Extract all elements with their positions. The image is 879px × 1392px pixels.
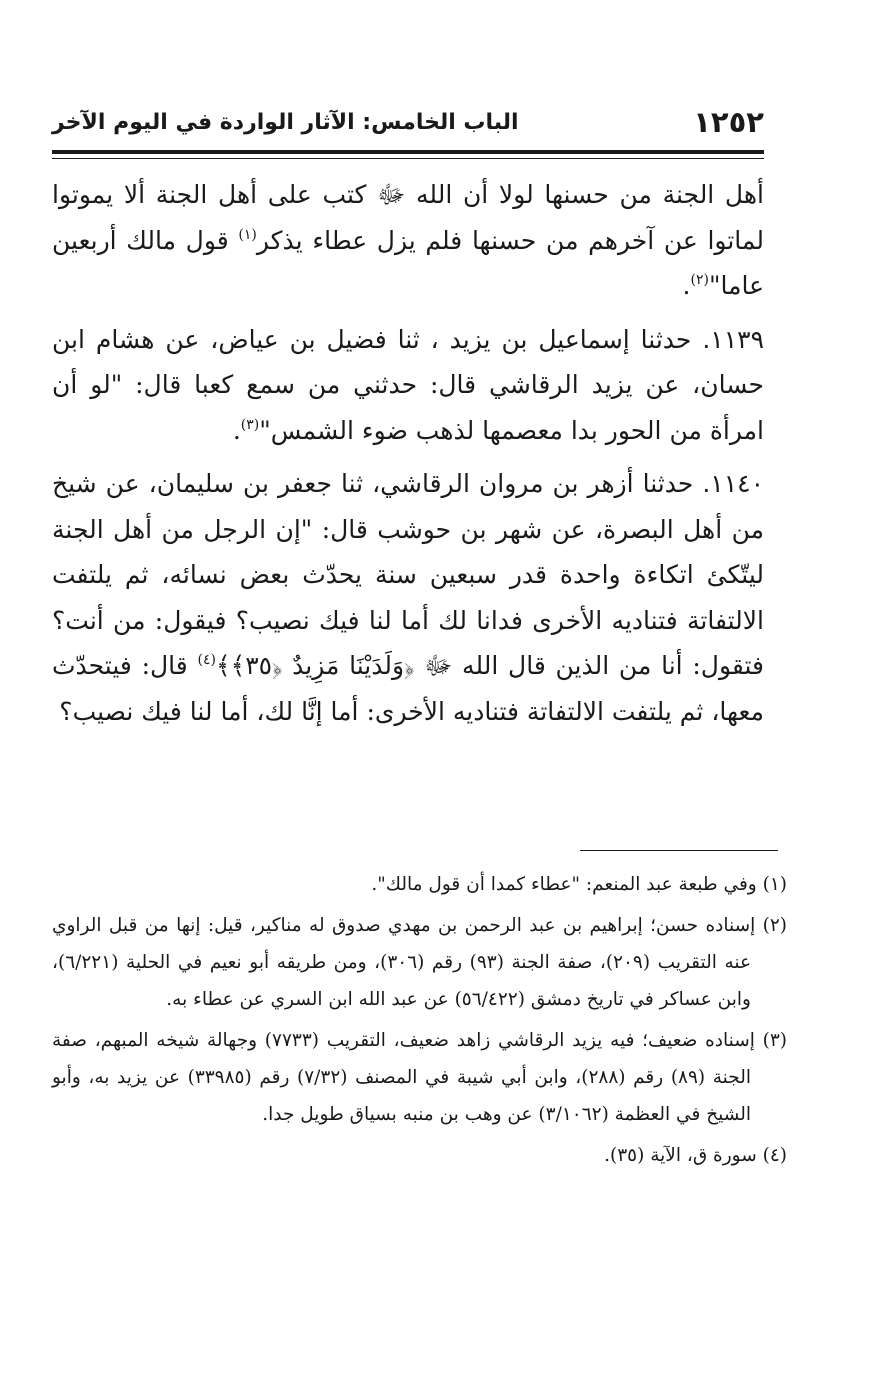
narration-1140 [52, 461, 764, 734]
paragraph-text: قال: فيتحدّث معها، ثم يلتفت الالتفاتة فتناديه الأخرى: أما إنَّا لك، أما لنا فيك نصيب؟ [52, 651, 764, 726]
main-text [52, 172, 764, 742]
page-header [52, 100, 764, 144]
footnote-1: (١) وفي طبعة عبد المنعم: "عطاء كمدا أن قول مالك". [371, 874, 787, 895]
narration-1139 [52, 317, 764, 454]
chapter-title: الباب الخامس: الآثار الواردة في اليوم الآخر [52, 109, 519, 135]
header-rule-thick [52, 150, 764, 154]
paragraph-tail: . [682, 271, 691, 300]
footnote-4: (٤) سورة ق، الآية (٣٥). [604, 1145, 787, 1166]
footnote-ref[interactable]: (٤) [197, 652, 216, 668]
paragraph-text: أهل الجنة من حسنها لولا أن الله ﷻ كتب على أهل الجنة ألا يموتوا لماتوا عن آخرهم من حسنها فلم يزل عطاء يذكر [52, 180, 764, 255]
narration-number: ١١٣٩. [702, 324, 764, 354]
footnote-ref[interactable]: (١) [238, 226, 257, 243]
narration-number: ١١٤٠. [702, 469, 764, 498]
page-number: ١٢٥٢ [693, 105, 764, 139]
paragraph-text: حدثنا إسماعيل بن يزيد ، ثنا فضيل بن عياض، عن هشام ابن حسان، عن يزيد الرقاشي قال: حدثني من سمع كعبا قال: "لو أن امرأة من الحور بدا معصمها لذهب ضوء الشمس" [52, 324, 764, 445]
footnote-2: (٢) إسناده حسن؛ إبراهيم بن عبد الرحمن بن مهدي صدوق له مناكير، قيل: إنها من قبل الراوي عنه التقريب (٢٠٩)، صفة الجنة (٩٣) رقم (٣٠٦)، ومن طريقه أبو نعيم في الحلية (٦/٢٢١)، وابن عساكر في تاريخ دمشق (٥٦/٤٢٢) عن عبد الله ابن السري عن عطاء به. [52, 915, 787, 1010]
header-rule-thin [52, 158, 764, 159]
footnote-ref[interactable]: (٢) [690, 272, 709, 288]
footnotes [52, 866, 787, 1178]
footnote-separator [580, 850, 778, 851]
paragraph-continued [52, 172, 764, 309]
paragraph-tail: . [232, 415, 241, 445]
footnote-ref[interactable]: (٣) [240, 416, 260, 433]
paragraph-text: قول مالك أربعين عاما" [52, 225, 764, 300]
footnote-3: (٣) إسناده ضعيف؛ فيه يزيد الرقاشي زاهد ضعيف، التقريب (٧٧٣٣) وجهالة شيخه المبهم، صفة الجنة (٨٩) رقم (٢٨٨)، وابن أبي شيبة في المصنف (٧/٣٢) رقم (٣٣٩٨٥) عن يزيد به، وأبو الشيخ في العظمة (٣/١٠٦٢) عن وهب بن منبه بسياق طويل جدا. [52, 1030, 787, 1125]
paragraph-text: حدثنا أزهر بن مروان الرقاشي، ثنا جعفر بن سليمان، عن شيخ من أهل البصرة، عن شهر بن حوشب قال: "إن الرجل من أهل الجنة ليتّكئ اتكاءة واحدة قدر سبعين سنة يحدّث بعض نسائه، ثم يلتفت الالتفاتة فتناديه الأخرى فدانا لك أما لنا فيك نصيب؟ فيقول: من أنت؟ فتقول: أنا من الذين قال الله ﷻ ﴿وَلَدَيْنَا مَزِيدٌ ﴿٣٥﴾﴾ [52, 469, 765, 680]
